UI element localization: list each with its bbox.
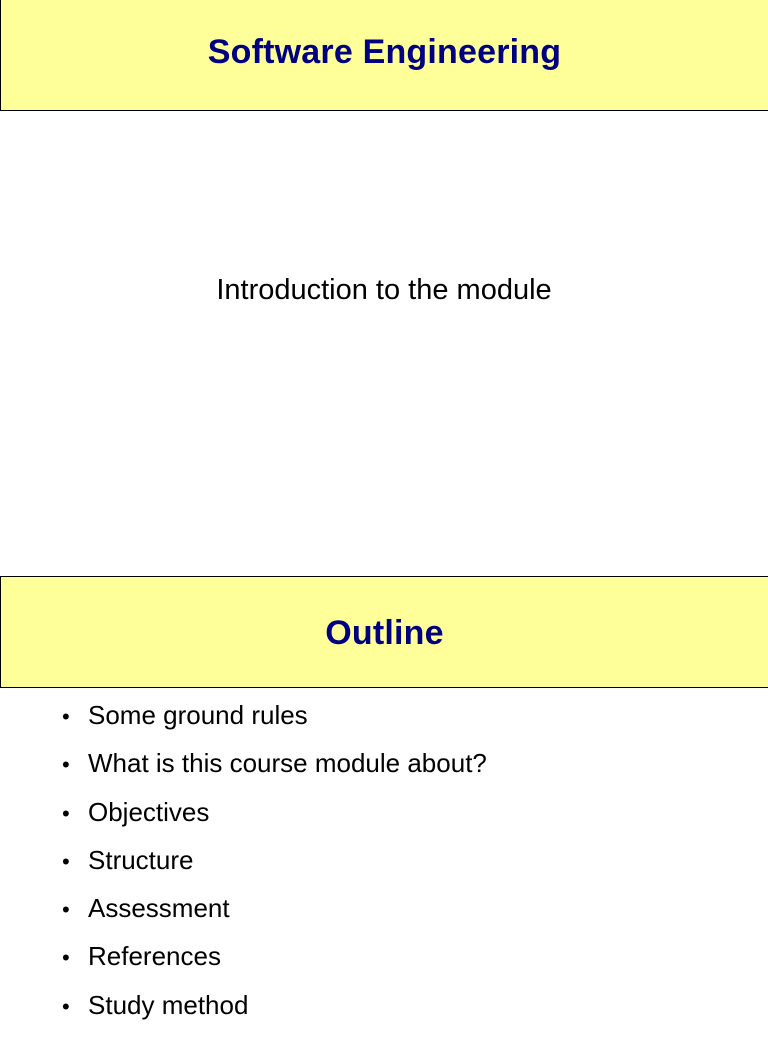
slide-title: Outline xyxy=(325,613,444,652)
bullet-icon: • xyxy=(62,800,70,826)
bullet-text: Assessment xyxy=(88,893,230,924)
slide-outline xyxy=(0,576,768,1024)
list-item xyxy=(62,990,487,1038)
list-item xyxy=(62,797,487,845)
bullet-text: Some ground rules xyxy=(88,700,308,730)
list-item xyxy=(62,893,487,941)
list-item xyxy=(62,941,487,989)
bullet-icon: • xyxy=(62,897,70,923)
list-item xyxy=(62,748,487,796)
bullet-icon: • xyxy=(62,704,70,729)
list-item xyxy=(62,700,487,748)
list-item xyxy=(62,845,487,893)
bullet-list xyxy=(62,700,487,1038)
bullet-text: What is this course module about? xyxy=(88,748,487,779)
bullet-text: Study method xyxy=(88,989,249,1020)
slide-subtitle: Introduction to the module xyxy=(216,274,552,306)
bullet-icon: • xyxy=(62,993,70,1019)
bullet-text: Structure xyxy=(88,844,194,875)
bullet-text: References xyxy=(88,941,221,972)
title-band xyxy=(0,0,768,111)
bullet-icon: • xyxy=(62,945,70,971)
bullet-icon: • xyxy=(62,848,70,874)
title-band xyxy=(0,576,768,688)
bullet-text: Objectives xyxy=(88,796,210,827)
bullet-icon: • xyxy=(62,752,70,778)
slide-title: Software Engineering xyxy=(207,32,562,71)
